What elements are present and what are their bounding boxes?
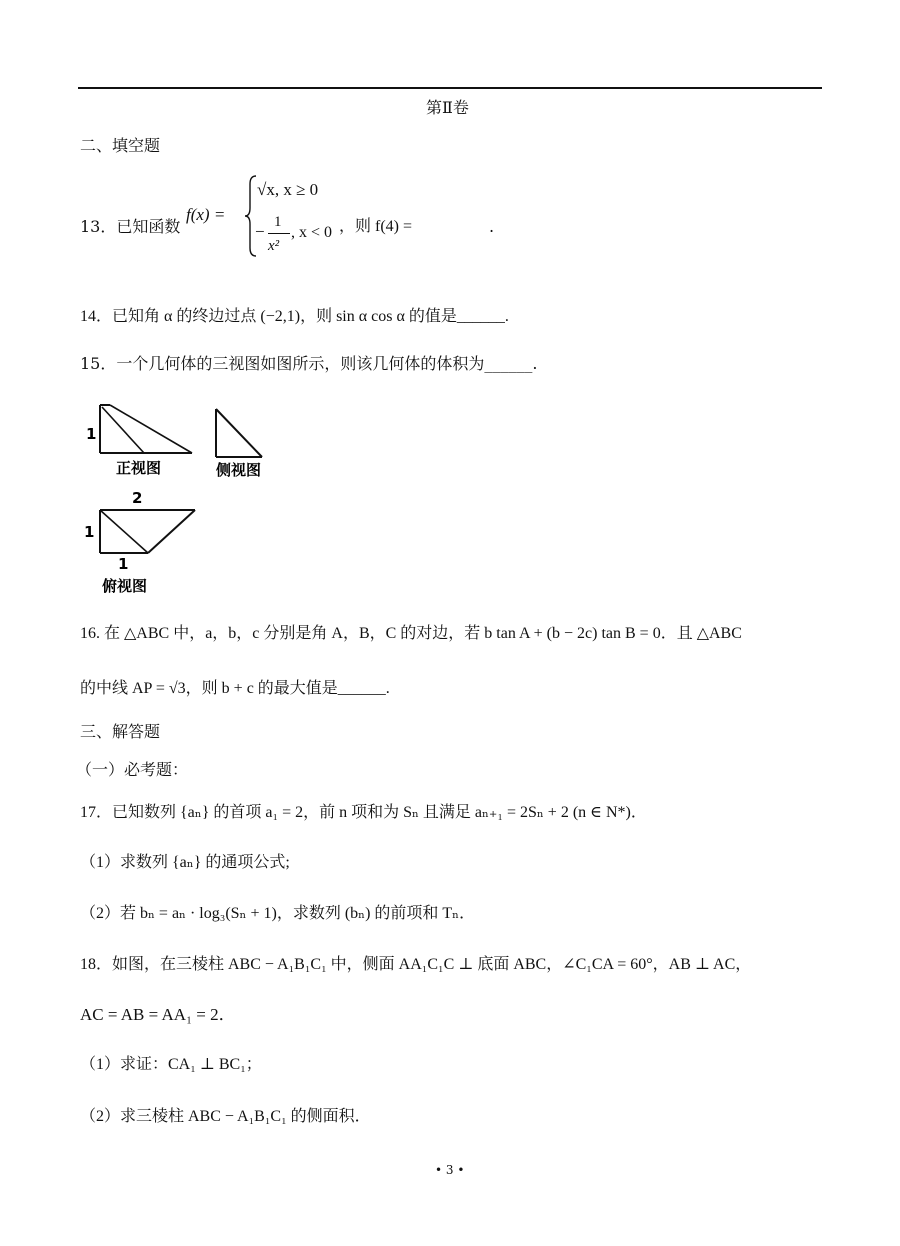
q17-part1: （1）求数列 {aₙ} 的通项公式; [80, 854, 290, 871]
three-view-figure [80, 395, 280, 605]
page-title: 第Ⅱ卷 [426, 98, 469, 117]
q13-case2-condition: , x < 0 [291, 224, 333, 241]
q17-stem: 17．已知数列 {aₙ} 的首项 a₁ = 2，前 n 项和为 Sₙ 且满足 aₙ₊₁ = 2Sₙ + 2 (n ∈ N*)． [80, 804, 647, 821]
q14-text: 14．已知角 α 的终边过点 (−2,1)，则 sin α cos α 的值是______. [80, 308, 509, 325]
q13-case2-numerator: 1 [274, 214, 282, 230]
q18-part2: （2）求三棱柱 ABC − A₁B₁C₁ 的侧面积． [80, 1108, 371, 1125]
q18-stem: 18．如图，在三棱柱 ABC − A₁B₁C₁ 中，侧面 AA₁C₁C ⊥ 底面 ABC，∠C₁CA = 60°，AB ⊥ AC， [80, 956, 752, 973]
q15-text: 15．一个几何体的三视图如图所示，则该几何体的体积为______. [80, 354, 538, 373]
q17-part2: （2）若 bₙ = aₙ · log₃(Sₙ + 1)，求数列 (bₙ) 的前项和 Tₙ． [80, 905, 476, 922]
front-view-label: 正视图 [116, 459, 162, 477]
header-rule [78, 87, 822, 89]
q13-label: 13．已知函数 [80, 217, 181, 236]
q13-minus: − [255, 222, 265, 241]
top-view-width-dimension: 2 [132, 489, 143, 507]
front-view [100, 405, 192, 453]
q13-brace [244, 174, 258, 258]
page-number: • 3 • [435, 1163, 465, 1177]
top-view-label: 俯视图 [102, 577, 148, 595]
side-view [216, 409, 262, 457]
q13-tail: ，则 f(4) = [339, 218, 413, 235]
q18-line2: AC = AB = AA₁ = 2． [80, 1005, 236, 1024]
q13-lhs: f(x) = [186, 205, 226, 224]
top-view-bottom-dimension: 1 [118, 555, 129, 573]
q13-fraction-bar [268, 233, 290, 234]
q16-line1: 16. 在 △ABC 中，a，b，c 分别是角 A，B，C 的对边，若 b tan A + (b − 2c) tan B = 0．且 △ABC [80, 625, 742, 642]
section-solution-title: 三、解答题 [80, 722, 161, 741]
q13-case2-denominator: x² [268, 238, 280, 254]
q18-part1: （1）求证：CA₁ ⊥ BC₁； [80, 1056, 262, 1073]
top-view [100, 510, 195, 553]
side-view-label: 侧视图 [216, 461, 262, 479]
q13-end: . [489, 217, 495, 236]
front-view-dimension: 1 [86, 425, 97, 443]
section-fill-in-title: 二、填空题 [80, 136, 161, 155]
q16-line2: 的中线 AP = √3，则 b + c 的最大值是______. [80, 680, 390, 697]
required-title: （一）必考题： [76, 760, 189, 779]
q13-case1: √x, x ≥ 0 [257, 180, 319, 199]
top-view-side-dimension: 1 [84, 523, 95, 541]
